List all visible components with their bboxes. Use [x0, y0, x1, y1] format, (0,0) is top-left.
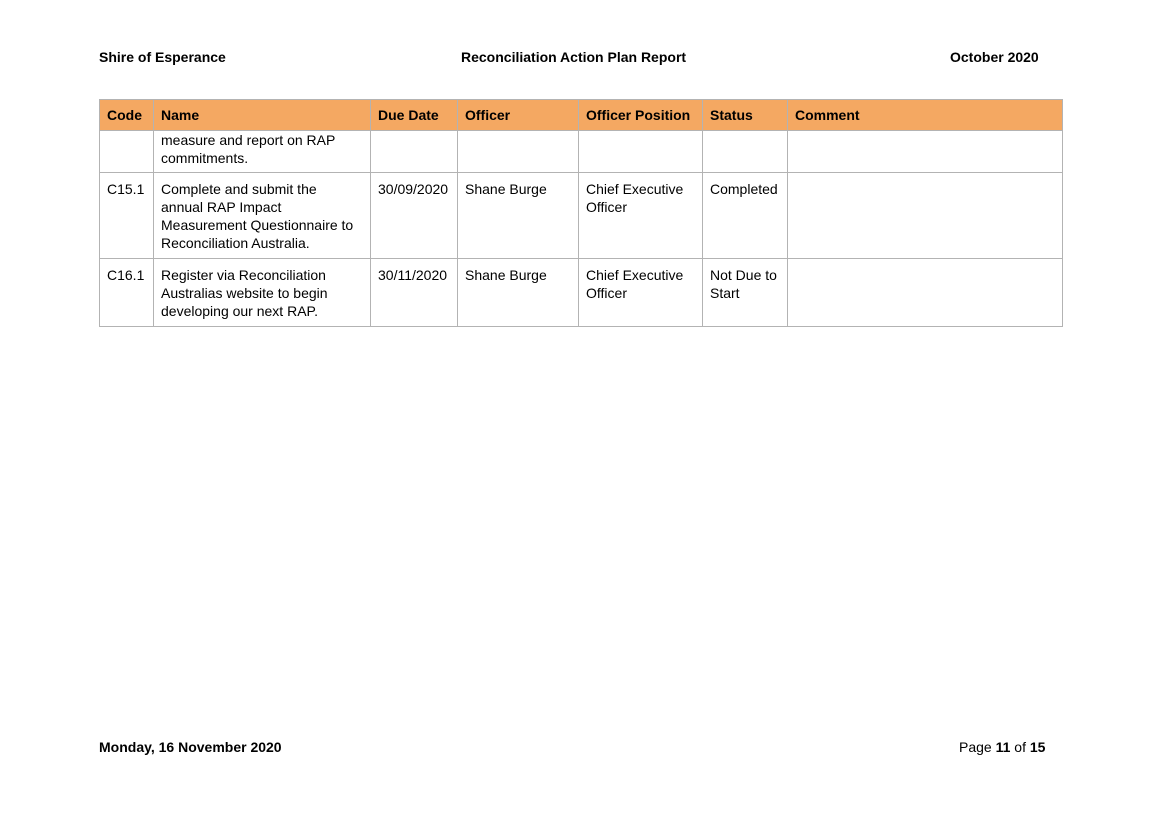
header-period: October 2020 — [950, 49, 1039, 65]
cell-comment — [788, 131, 1063, 173]
column-header-officer-position: Officer Position — [579, 100, 703, 131]
cell-due-date: 30/11/2020 — [371, 259, 458, 327]
column-header-officer: Officer — [458, 100, 579, 131]
cell-comment — [788, 173, 1063, 259]
cell-officer: Shane Burge — [458, 259, 579, 327]
cell-officer-position — [579, 131, 703, 173]
cell-officer: Shane Burge — [458, 173, 579, 259]
page-prefix: Page — [959, 739, 992, 755]
cell-code: C15.1 — [100, 173, 154, 259]
footer-date: Monday, 16 November 2020 — [99, 739, 282, 755]
cell-status: Completed — [703, 173, 788, 259]
cell-officer — [458, 131, 579, 173]
column-header-name: Name — [154, 100, 371, 131]
column-header-code: Code — [100, 100, 154, 131]
table-header-row — [100, 100, 1063, 131]
cell-comment — [788, 259, 1063, 327]
cell-status: Not Due to Start — [703, 259, 788, 327]
page-total: 15 — [1029, 739, 1046, 755]
page-current: 11 — [995, 739, 1011, 755]
cell-officer-position: Chief Executive Officer — [579, 259, 703, 327]
table-row — [100, 131, 1063, 173]
cell-name: Complete and submit the annual RAP Impact Measurement Questionnaire to Reconciliation Australia. — [154, 173, 371, 259]
table-row — [100, 173, 1063, 259]
header-organisation: Shire of Esperance — [99, 49, 226, 65]
column-header-due-date: Due Date — [371, 100, 458, 131]
cell-name: measure and report on RAP commitments. — [154, 131, 371, 173]
cell-due-date — [371, 131, 458, 173]
page-number — [959, 739, 1045, 755]
column-header-status: Status — [703, 100, 788, 131]
cell-due-date: 30/09/2020 — [371, 173, 458, 259]
cell-officer-position: Chief Executive Officer — [579, 173, 703, 259]
cell-code: C16.1 — [100, 259, 154, 327]
page-of: of — [1014, 739, 1026, 755]
report-table — [99, 99, 1063, 327]
table-row — [100, 259, 1063, 327]
column-header-comment: Comment — [788, 100, 1063, 131]
header-report-title: Reconciliation Action Plan Report — [461, 49, 687, 65]
cell-name: Register via Reconciliation Australias website to begin developing our next RAP. — [154, 259, 371, 327]
cell-code — [100, 131, 154, 173]
cell-status — [703, 131, 788, 173]
